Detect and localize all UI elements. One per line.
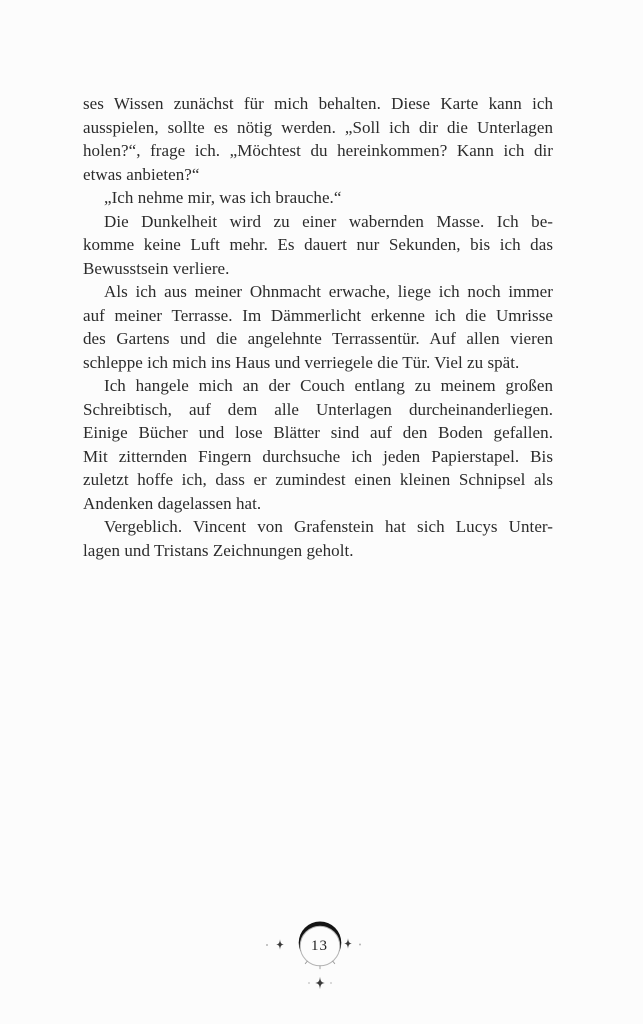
- text-line: zuletzt hoffe ich, dass er zumindest einen kleinen Schnipsel als: [83, 470, 553, 489]
- text-line: auf meiner Terrasse. Im Dämmerlicht erkenne ich die Umrisse: [83, 305, 553, 325]
- text-line: Mit zitternden Fingern durchsuche ich jeden Papierstapel. Bis: [83, 446, 553, 466]
- text-line: schleppe ich mich ins Haus und verriegele die Tür. Viel zu spät.: [83, 352, 520, 372]
- text-block: [83, 92, 553, 562]
- text-line: Andenken dagelassen hat.: [83, 493, 262, 513]
- text-line: Schreibtisch, auf dem alle Unterlagen durcheinanderliegen.: [83, 399, 553, 419]
- text-line: ses Wissen zunächst für mich behalten. Diese Karte kann ich: [83, 94, 553, 113]
- text-line: Ich hangele mich an der Couch entlang zu meinem großen: [104, 376, 553, 395]
- text-line: etwas anbieten?“: [83, 164, 200, 184]
- text-line: holen?“, frage ich. „Möchtest du hereinkommen? Kann ich dir: [83, 141, 553, 160]
- text-line: „Ich nehme mir, was ich brauche.“: [104, 188, 342, 207]
- paragraph: [83, 92, 553, 186]
- sparkle-bottom-icon: [308, 977, 332, 989]
- text-line: ausspielen, sollte es nötig werden. „Soll ich dir die Unterlagen: [83, 117, 553, 137]
- paragraph: [83, 374, 553, 515]
- text-line: Als ich aus meiner Ohnmacht erwache, liege ich noch immer: [104, 282, 553, 301]
- text-line: lagen und Tristans Zeichnungen geholt.: [83, 540, 354, 560]
- paragraph: [83, 210, 553, 281]
- text-line: Bewusstsein verliere.: [83, 258, 230, 278]
- paragraph: [83, 515, 553, 562]
- paragraph: [83, 186, 553, 210]
- crescent-moon-ornament-graphic: [257, 921, 383, 995]
- paragraph: [83, 280, 553, 374]
- text-line: des Gartens und die angelehnte Terrassentür. Auf allen vieren: [83, 329, 553, 348]
- text-line: Einige Bücher und lose Blätter sind auf den Boden gefallen.: [83, 423, 553, 442]
- text-line: komme keine Luft mehr. Es dauert nur Sekunden, bis ich das: [83, 235, 553, 254]
- text-line: Die Dunkelheit wird zu einer wabernden Masse. Ich be-: [104, 211, 553, 231]
- text-line: Vergeblich. Vincent von Grafenstein hat sich Lucys Unter-: [104, 517, 553, 536]
- page-number: 13: [311, 937, 328, 954]
- page-number-ornament: [257, 921, 383, 995]
